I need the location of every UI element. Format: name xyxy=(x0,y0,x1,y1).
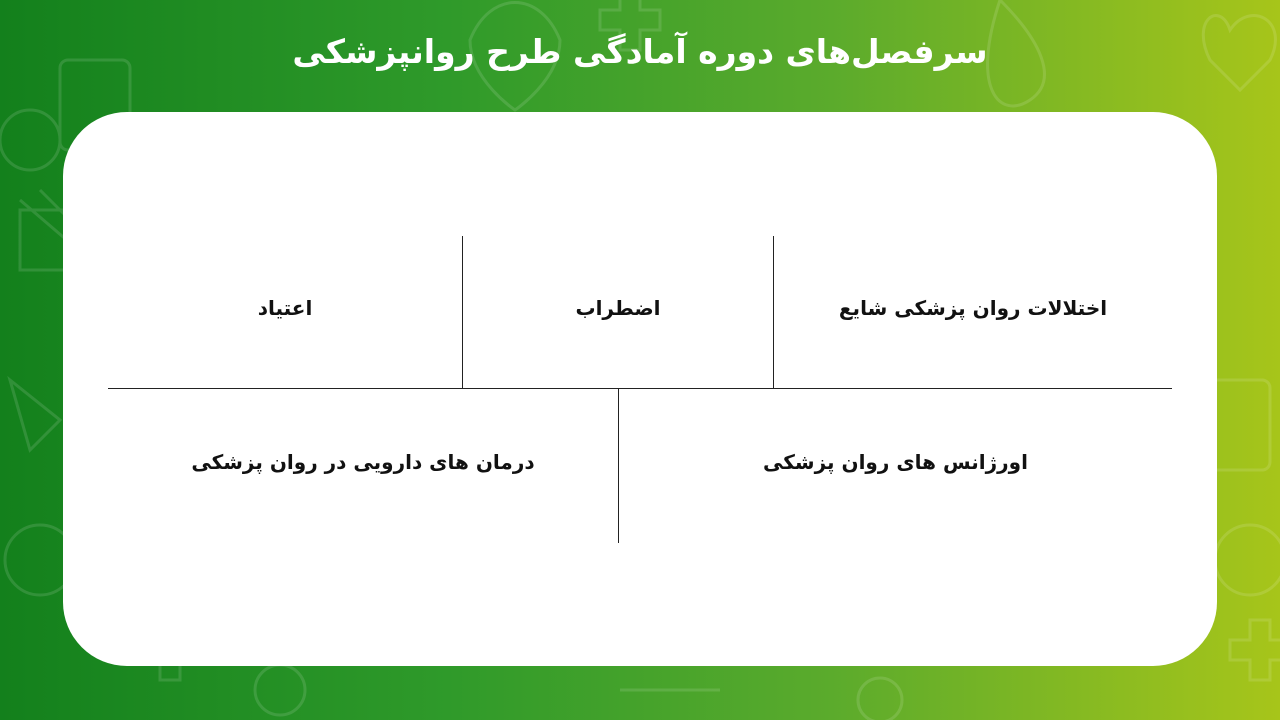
stethoscope-icon xyxy=(255,665,305,715)
topic-drug-therapy: درمان های دارویی در روان پزشکی xyxy=(191,450,535,474)
page-title: سرفصل‌های دوره آمادگی طرح روانپزشکی xyxy=(292,32,988,71)
cross-icon-right xyxy=(1230,620,1280,680)
pill-icon-right xyxy=(1215,525,1280,595)
topic-psychiatric-emergencies: اورژانس های روان پزشکی xyxy=(763,450,1028,474)
heart-icon xyxy=(0,110,60,170)
topic-addiction: اعتیاد xyxy=(257,296,313,320)
topic-anxiety: اضطراب xyxy=(575,296,661,320)
topics-card xyxy=(63,112,1217,666)
cell-icon xyxy=(858,678,902,720)
dropper-icon xyxy=(10,380,60,450)
divider-horizontal xyxy=(108,388,1172,389)
topic-common-disorders: اختلالات روان پزشکی شایع xyxy=(838,296,1108,320)
